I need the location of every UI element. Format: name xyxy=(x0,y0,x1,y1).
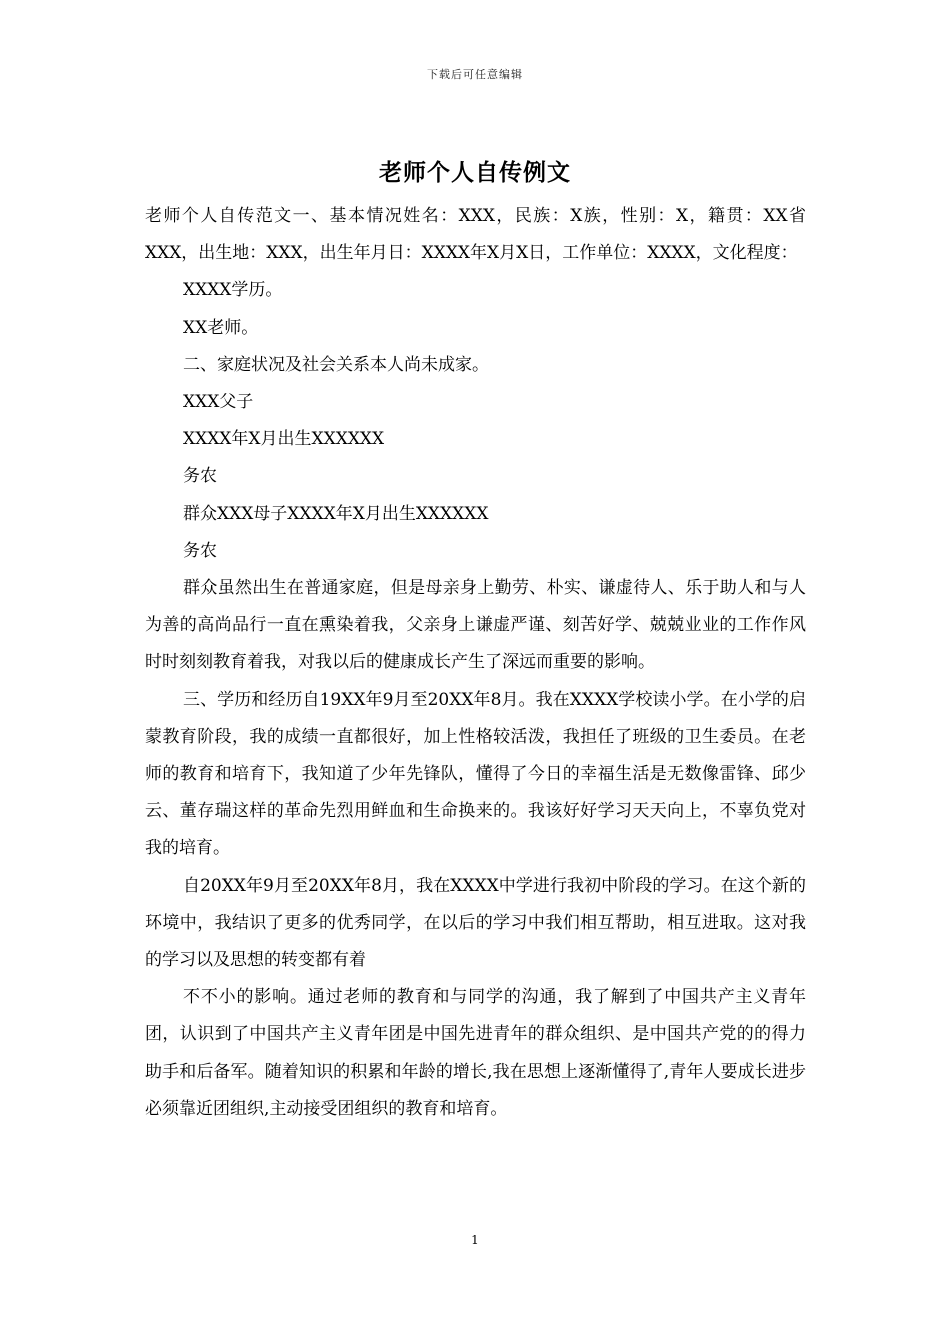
paragraph-family-influence: 群众虽然出生在普通家庭，但是母亲身上勤劳、朴实、谦虚待人、乐于助人和与人为善的高尚品行一直在熏染着我，父亲身上谦虚严谨、刻苦好学、兢兢业业的工作作风时时刻刻教育着我，对我以后的健康成长产生了深远而重要的影响。 xyxy=(145,578,806,673)
paragraph-basic-info: 老师个人自传范文一、基本情况姓名：XXX，民族：X族，性别：X，籍贯：XX省XXX，出生地：XXX，出生年月日：XXXX年X月X日，工作单位：XXXX，文化程度： xyxy=(145,206,806,264)
document-body xyxy=(145,198,806,1128)
header-note: 下载后可任意编辑 xyxy=(427,68,523,81)
paragraph-father-job: 务农 xyxy=(183,466,217,487)
paragraph-occupation: XX老师。 xyxy=(183,317,259,338)
paragraph-middle-school: 自20XX年9月至20XX年8月，我在XXXX中学进行我初中阶段的学习。在这个新的环境中，我结识了更多的优秀同学，在以后的学习中我们相互帮助，相互进取。这对我的学习以及思想的转变都有着 xyxy=(145,875,806,971)
paragraph-father-birth: XXXX年X月出生XXXXXX xyxy=(183,429,385,450)
paragraph-primary-school: 三、学历和经历自19XX年9月至20XX年8月。我在XXXX学校读小学。在小学的启蒙教育阶段，我的成绩一直都很好，加上性格较活泼，我担任了班级的卫生委员。在老师的教育和培育下，我知道了少年先锋队，懂得了今日的幸福生活是无数像雷锋、邱少云、董存瑞这样的革命先烈用鲜血和生命换来的。我该好好学习天天向上，不辜负党对我的培育。 xyxy=(145,689,806,859)
page-number: 1 xyxy=(471,1233,479,1247)
paragraph-mother: 群众XXX母子XXXX年X月出生XXXXXX xyxy=(183,503,489,524)
paragraph-education: XXXX学历。 xyxy=(183,280,283,301)
paragraph-youth-league: 不不小的影响。通过老师的教育和与同学的沟通，我了解到了中国共产主义青年团，认识到了中国共产主义青年团是中国先进青年的群众组织、是中国共产党的的得力助手和后备军。随着知识的积累和年龄的增长,我在思想上逐渐懂得了,青年人要成长进步必须靠近团组织,主动接受团组织的教育和培育。 xyxy=(145,987,806,1119)
document-title: 老师个人自传例文 xyxy=(379,159,571,186)
paragraph-family-heading: 二、家庭状况及社会关系本人尚未成家。 xyxy=(183,354,489,375)
paragraph-father: XXX父子 xyxy=(183,392,254,413)
paragraph-mother-job: 务农 xyxy=(183,540,217,561)
